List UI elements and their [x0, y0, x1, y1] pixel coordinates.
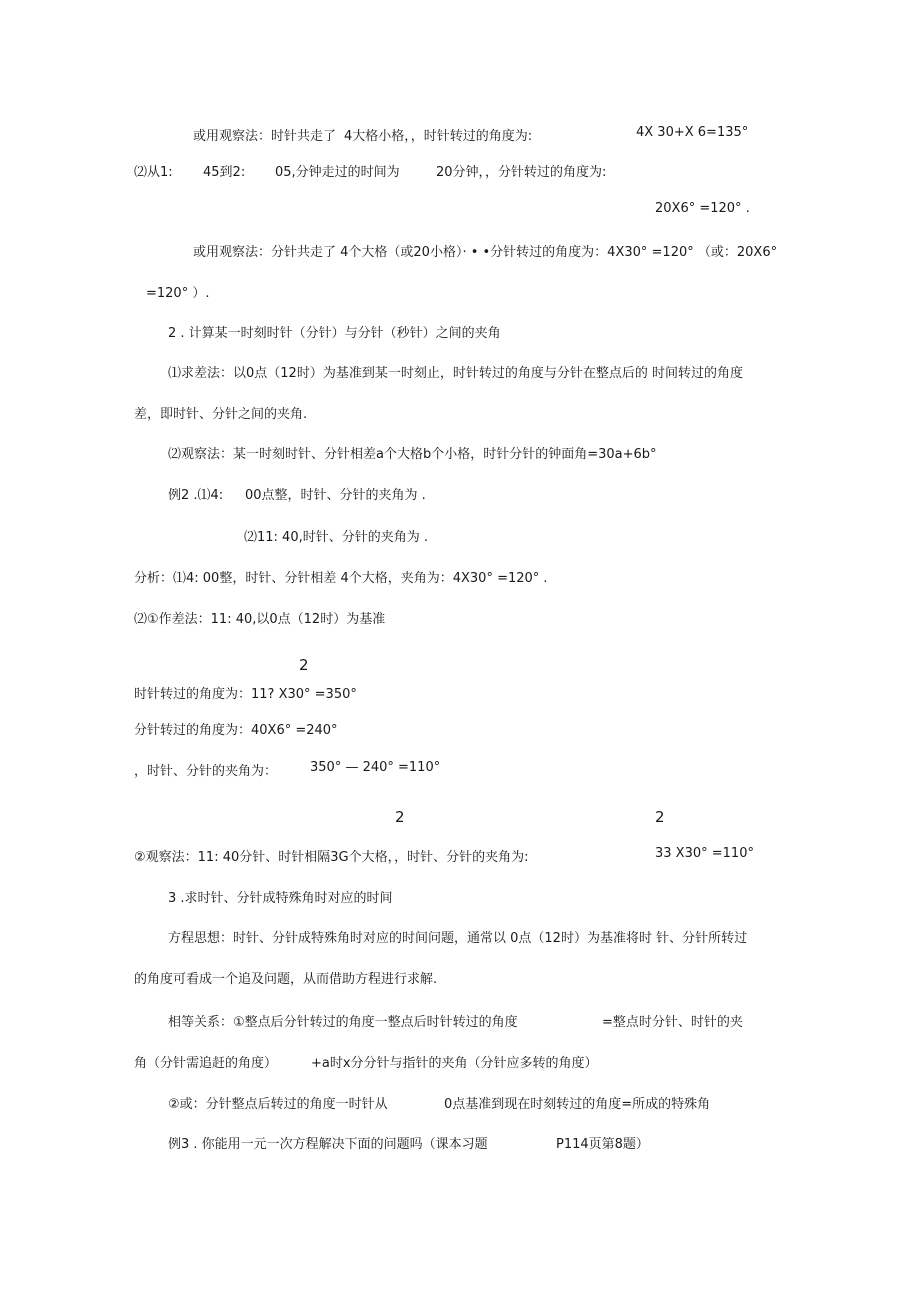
text-line: 45到2:: [203, 165, 246, 180]
text-line: 4X 30+X 6=135°: [636, 125, 749, 140]
text-line: 20分钟，，分针转过的角度为:: [436, 165, 607, 180]
fraction-denominator: 2: [299, 656, 309, 674]
text-line: 分析：⑴4: 00整，时针、分针相差 4个大格，夹角为：4X30° =120° .: [134, 571, 548, 586]
text-line: =120° ）.: [146, 286, 210, 301]
text-line: 33 X30° =110°: [655, 846, 754, 861]
text-line: 或用观察法：时针共走了: [193, 129, 337, 144]
text-line: =整点时分针、时针的夹: [602, 1015, 743, 1030]
text-line: 0点基准到现在时刻转过的角度=所成的特殊角: [444, 1097, 711, 1112]
text-line: ⑴求差法：以0点（12时）为基准到某一时刻止，时针转过的角度与分针在整点后的 时间转过的角度: [168, 366, 743, 381]
text-line: P114页第8题）: [556, 1137, 649, 1152]
text-line: 05,分钟走过的时间为: [275, 165, 400, 180]
text-line: 350° — 240° =110°: [310, 760, 441, 775]
text-line: 差，即时针、分针之间的夹角.: [134, 407, 308, 422]
text-line: ，时针、分针的夹角为：: [134, 764, 278, 779]
text-line: 分针转过的角度为：40X6° =240°: [134, 723, 338, 738]
text-line: ⑵11: 40,时针、分针的夹角为 .: [244, 530, 428, 545]
text-line: 4大格小格，，时针转过的角度为:: [344, 129, 533, 144]
text-line: 时针转过的角度为：11? X30° =350°: [134, 687, 357, 702]
fraction-denominator: 2: [655, 808, 665, 826]
text-line: 的角度可看成一个追及问题，从而借助方程进行求解.: [134, 972, 438, 987]
text-line: 例3 . 你能用一元一次方程解决下面的问题吗（课本习题: [168, 1137, 488, 1152]
text-line: ⑵从1:: [134, 165, 173, 180]
text-line: 例2 .⑴4:: [168, 488, 224, 503]
text-line: 00点整，时针、分针的夹角为 .: [245, 488, 426, 503]
text-line: ②观察法：11: 40分针、时针相隔3G个大格，，时针、分针的夹角为:: [134, 850, 529, 865]
text-line: +a时x分分针与指针的夹角（分针应多转的角度）: [311, 1056, 598, 1071]
section-heading: 3 .求时针、分针成特殊角时对应的时间: [168, 891, 393, 906]
text-line: 方程思想：时针、分针成特殊角时对应的时间问题，通常以 0点（12时）为基准将时 针、分针所转过: [168, 931, 748, 946]
section-heading: 2 . 计算某一时刻时针（分针）与分针（秒针）之间的夹角: [168, 326, 501, 341]
text-line: 20X6° =120° .: [655, 201, 750, 216]
text-line: ⑵①作差法：11: 40,以0点（12时）为基准: [134, 612, 386, 627]
text-line: ⑵观察法：某一时刻时针、分针相差a个大格b个小格，时针分针的钟面角=30a+6b°: [168, 447, 657, 462]
text-line: 角（分针需追赶的角度）: [134, 1056, 278, 1071]
text-line: 相等关系：①整点后分针转过的角度一整点后时针转过的角度: [168, 1015, 518, 1030]
text-line: 或用观察法：分针共走了 4个大格（或20小格）· • •分针转过的角度为：4X30° =120° （或：20X6°: [193, 245, 778, 260]
text-line: ②或：分针整点后转过的角度一时针从: [168, 1097, 388, 1112]
fraction-denominator: 2: [395, 808, 405, 826]
